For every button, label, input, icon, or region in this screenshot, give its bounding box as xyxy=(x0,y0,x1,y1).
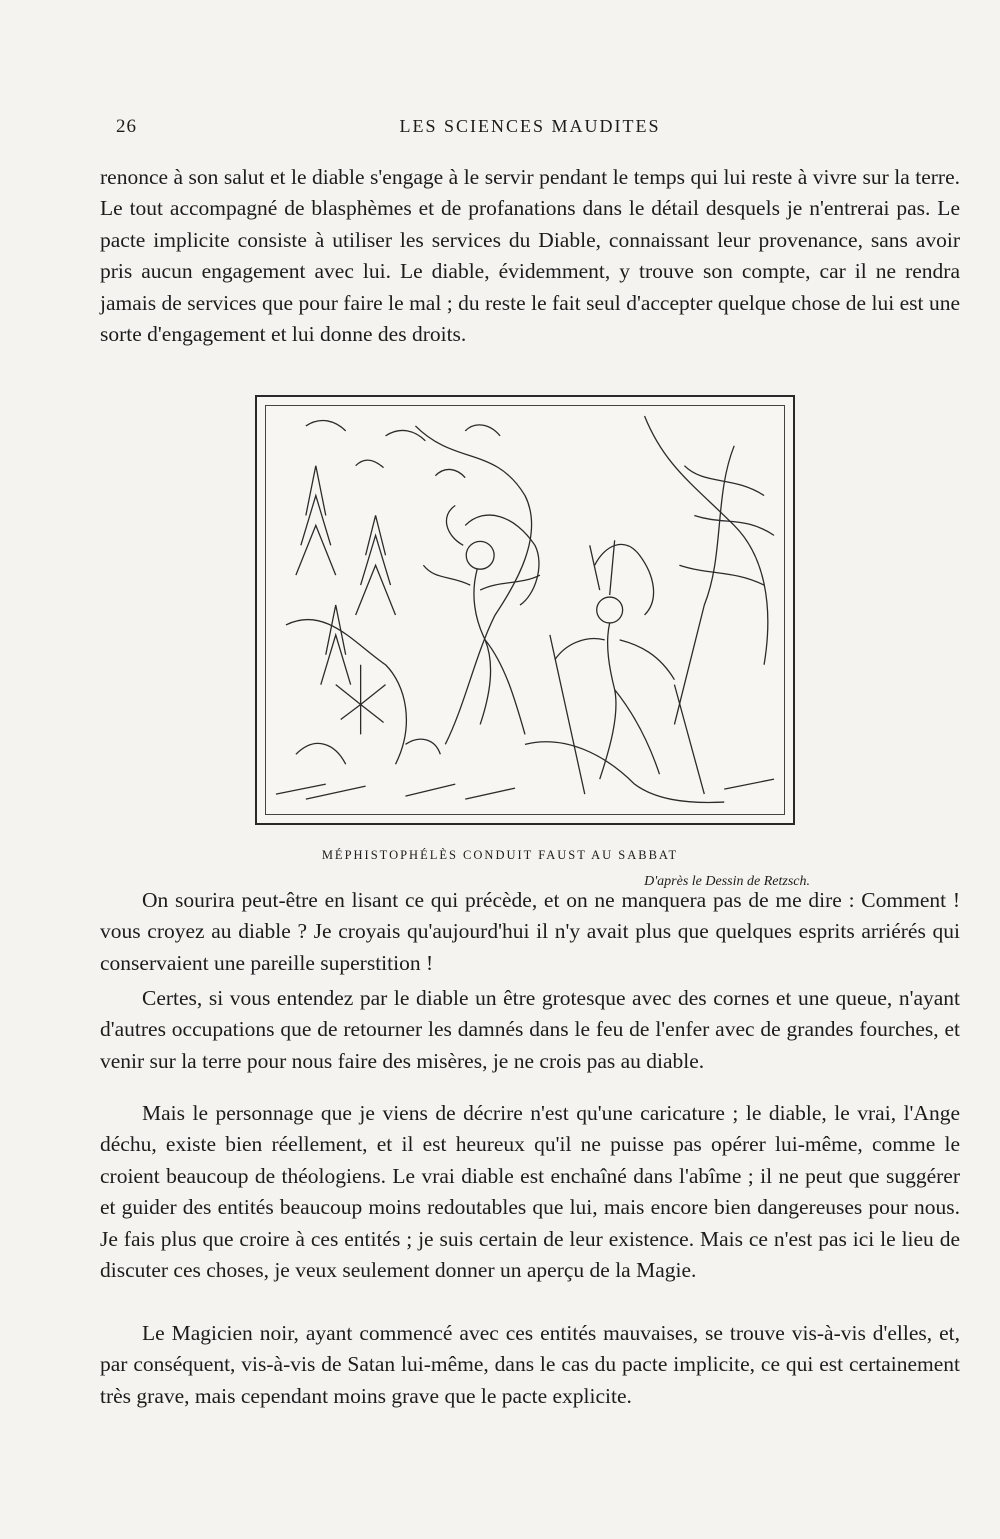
paragraph-3: Certes, si vous entendez par le diable un être grotesque avec des cornes et une queue, n'ayant d'autres occupations que de retourner les damnés dans le feu de l'enfer avec de grandes fourches, et venir sur la terre pour nous faire des misères, je ne crois pas au diable. xyxy=(100,986,960,1073)
paragraph-1: renonce à son salut et le diable s'engage à le servir pendant le temps qui lui reste à vivre sur la terre. Le tout accompagné de blasphèmes et de profanations dans le détail desquels je n'entrerai pas. Le pacte implicite consiste à utiliser les services du Diable, connaissant leur provenance, sans avoir pris aucun engagement avec lui. Le diable, évidemment, y trouve son compte, car il ne rendra jamais de services que pour faire le mal ; du reste le fait seul d'accepter quelque chose de lui est une sorte d'engagement et lui donne des droits. xyxy=(100,165,960,347)
paragraph-4: Mais le personnage que je viens de décrire n'est qu'une caricature ; le diable, le vrai, l'Ange déchu, existe bien réellement, et il est heureux qu'il ne puisse pas opérer lui-même, comme le croient beaucoup de théologiens. Le vrai diable est enchaîné dans l'abîme ; il ne peut que suggérer et guider des entités beaucoup moins redoutables que lui, mais encore bien dangereuses pour nous. Je fais plus que croire à ces entités ; je suis certain de leur existence. Mais ce n'est pas ici le lieu de discuter ces choses, je veux seulement donner un aperçu de la Magie. xyxy=(100,1101,960,1283)
page-number: 26 xyxy=(116,116,137,137)
figure-caption: MÉPHISTOPHÉLÈS CONDUIT FAUST AU SABBAT xyxy=(321,848,679,862)
figure-credit: D'après le Dessin de Retzsch. xyxy=(644,874,810,889)
paragraph-5: Le Magicien noir, ayant commencé avec ces entités mauvaises, se trouve vis-à-vis d'elles, et, par conséquent, vis-à-vis de Satan lui-même, dans le cas du pacte implicite, ce qui est certainement très grave, mais cependant moins grave que le pacte explicite. xyxy=(100,1321,960,1408)
page-header xyxy=(100,112,960,142)
paragraph-2: On sourira peut-être en lisant ce qui précède, et on ne manquera pas de me dire : Comment ! vous croyez au diable ? Je croyais qu'aujourd'hui il n'y avait plus que quelques esprits arriérés qui conservaient une pareille superstition ! xyxy=(100,888,960,975)
running-title: LES SCIENCES MAUDITES xyxy=(399,116,661,136)
engraving-illustration xyxy=(255,395,795,825)
engraving-drawing xyxy=(266,406,784,814)
